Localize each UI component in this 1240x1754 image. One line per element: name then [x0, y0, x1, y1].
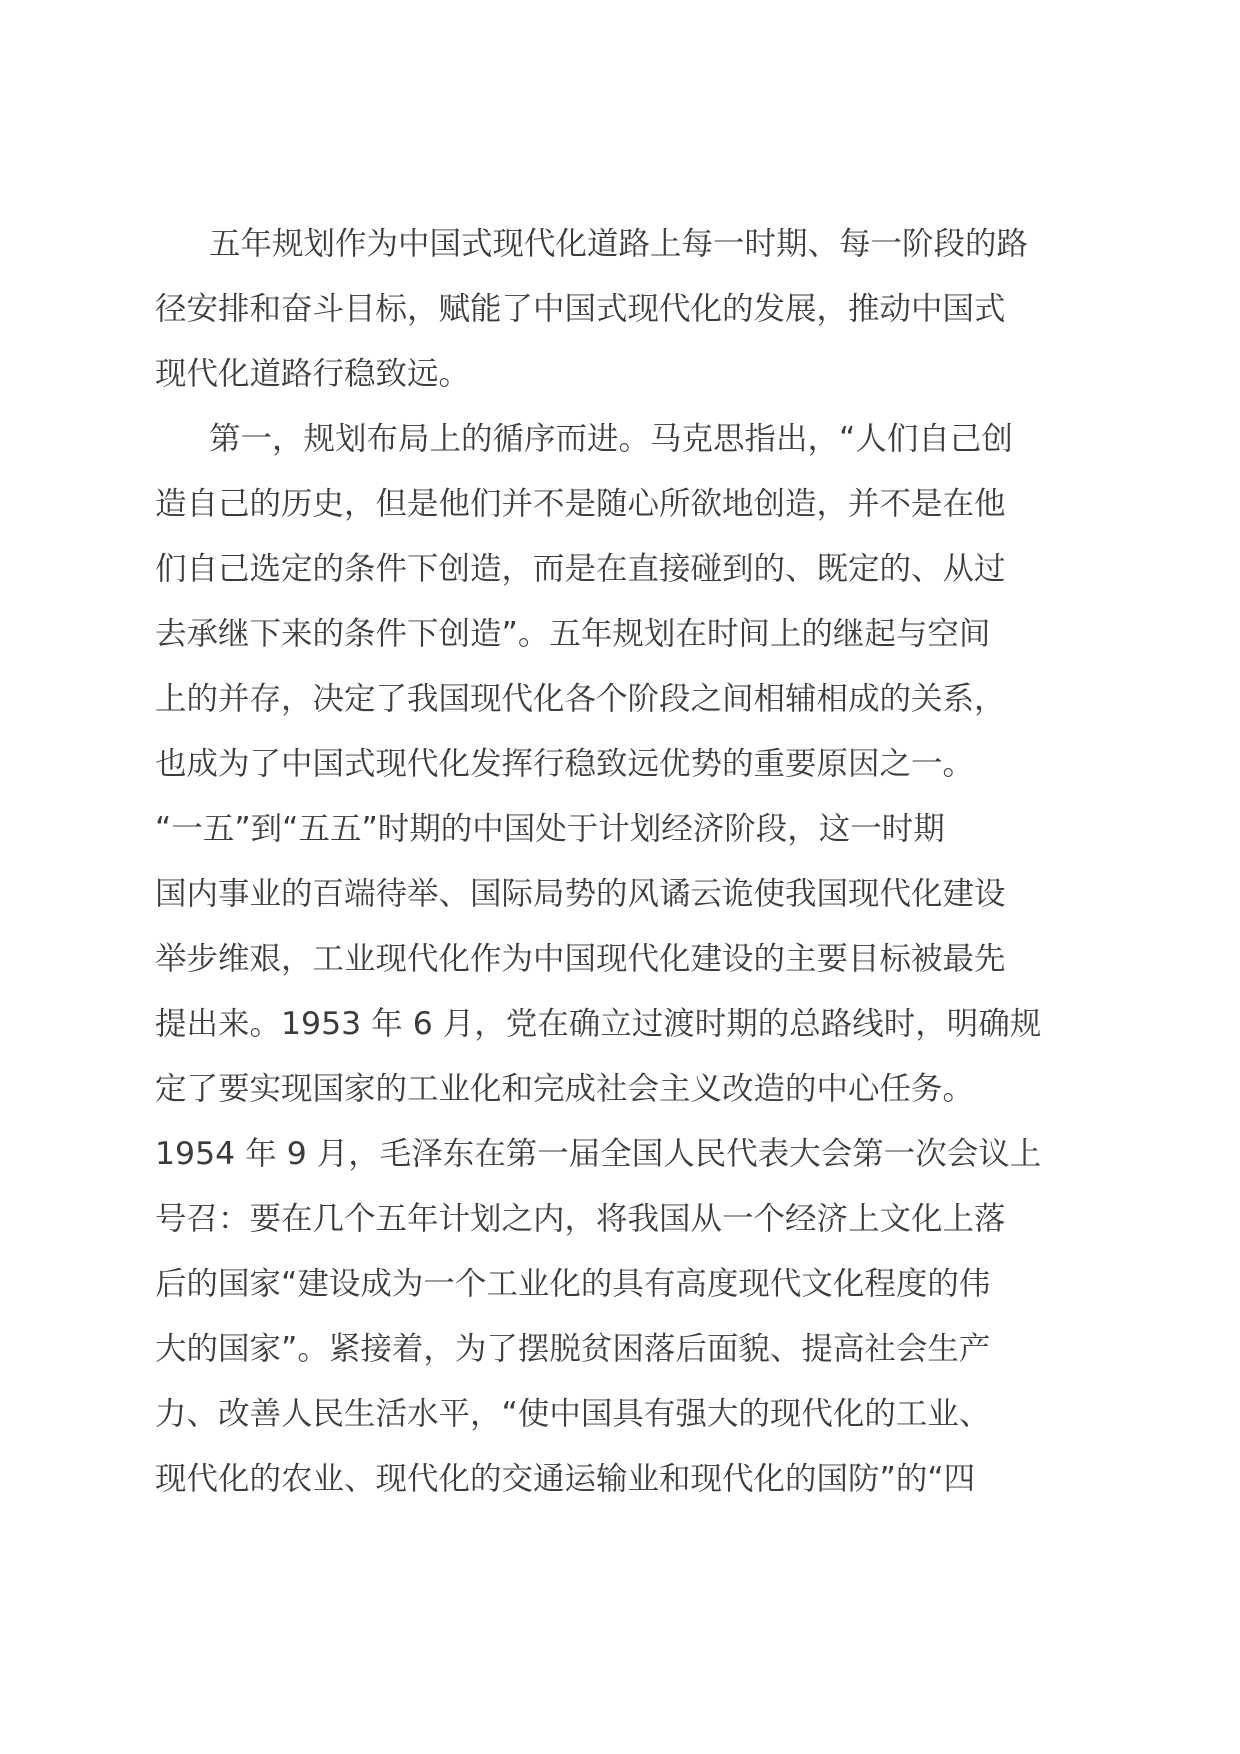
paragraph-1-line-1: 五年规划作为中国式现代化道路上每一时期、每一阶段的路	[209, 226, 1029, 262]
paragraph-2-line-4: 去承继下来的条件下创造”。五年规划在时间上的继起与空间	[155, 616, 991, 652]
paragraph-2-line-16: 力、改善人民生活水平，“使中国具有强大的现代化的工业、	[155, 1396, 991, 1432]
paragraph-2-line-2: 造自己的历史，但是他们并不是随心所欲地创造，并不是在他	[155, 486, 1006, 522]
paragraph-2-line-17: 现代化的农业、现代化的交通运输业和现代化的国防”的“四	[155, 1461, 976, 1497]
paragraph-2-line-6: 也成为了中国式现代化发挥行稳致远优势的重要原因之一。	[155, 746, 975, 782]
paragraph-1-line-3: 现代化道路行稳致远。	[155, 356, 471, 392]
paragraph-2-line-12: 1954 年 9 月，毛泽东在第一届全国人民代表大会第一次会议上	[155, 1136, 1042, 1172]
paragraph-2-line-8: 国内事业的百端待举、国际局势的风谲云诡使我国现代化建设	[155, 876, 1006, 912]
body-text	[155, 212, 1095, 1512]
paragraph-2-line-3: 们自己选定的条件下创造，而是在直接碰到的、既定的、从过	[155, 551, 1006, 587]
paragraph-2-line-5: 上的并存，决定了我国现代化各个阶段之间相辅相成的关系，	[155, 681, 1006, 717]
paragraph-2-line-7: “一五”到“五五”时期的中国处于计划经济阶段，这一时期	[155, 811, 945, 847]
paragraph-2-line-10: 提出来。1953 年 6 月，党在确立过渡时期的总路线时，明确规	[155, 1006, 1042, 1042]
paragraph-2-line-9: 举步维艰，工业现代化作为中国现代化建设的主要目标被最先	[155, 941, 1006, 977]
paragraph-2-line-1: 第一，规划布局上的循序而进。马克思指出，“人们自己创	[209, 421, 1013, 457]
paragraph-2-line-13: 号召：要在几个五年计划之内，将我国从一个经济上文化上落	[155, 1201, 1006, 1237]
paragraph-1-line-2: 径安排和奋斗目标，赋能了中国式现代化的发展，推动中国式	[155, 291, 1006, 327]
paragraph-2-line-14: 后的国家“建设成为一个工业化的具有高度现代文化程度的伟	[155, 1266, 991, 1302]
paragraph-2-line-15: 大的国家”。紧接着，为了摆脱贫困落后面貌、提高社会生产	[155, 1331, 991, 1367]
paragraph-2-line-11: 定了要实现国家的工业化和完成社会主义改造的中心任务。	[155, 1071, 975, 1107]
